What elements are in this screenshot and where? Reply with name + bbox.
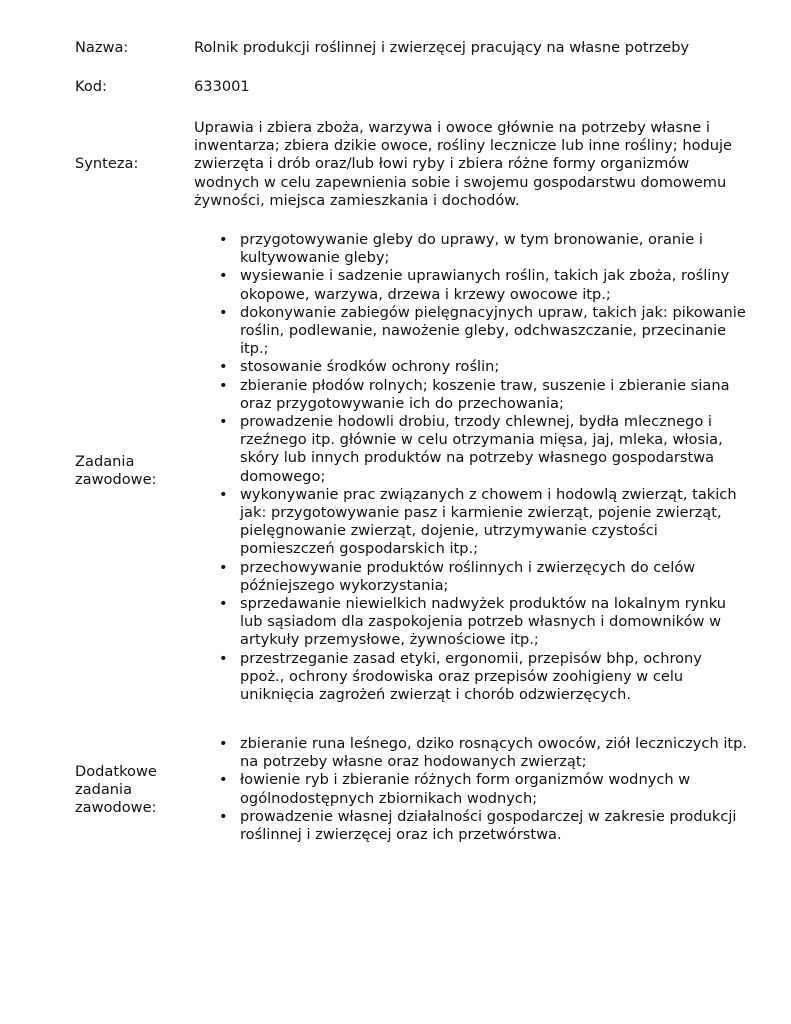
zadania-item-text: stosowanie środków ochrony roślin; — [240, 358, 500, 376]
dodatkowe-list — [0, 735, 750, 844]
bullet-icon: • — [219, 376, 228, 394]
zadania-item-text: sprzedawanie niewielkich nadwyżek produktów na lokalnym rynku lub sąsiadom dla zaspokojenia potrzeb własnych i domowników w artykuły przemysłowe, żywnościowe itp.; — [240, 595, 726, 649]
synteza-label: Synteza: — [75, 155, 139, 172]
bullet-icon: • — [219, 303, 228, 321]
zadania-item-text: dokonywanie zabiegów pielęgnacyjnych upraw, takich jak: pikowanie roślin, podlewanie, nawożenie gleby, odchwaszczanie, przecinanie itp.; — [240, 303, 746, 358]
kod-label: Kod: — [75, 78, 107, 95]
zadania-label: Zadania zawodowe: — [75, 453, 157, 489]
dodatkowe-item-text: zbieranie runa leśnego, dziko rosnących owoców, ziół leczniczych itp. na potrzeby własne oraz hodowanych zwierząt; — [240, 735, 748, 771]
zadania-item — [0, 486, 750, 559]
bullet-icon: • — [219, 595, 228, 613]
zadania-item — [0, 559, 750, 595]
zadania-item-text: przestrzeganie zasad etyki, ergonomii, przepisów bhp, ochrony ppoż., ochrony środowiska oraz przepisów zoohigieny w celu uniknięcia zagrożeń zwierząt i chorób odzwierzęcych. — [240, 649, 702, 704]
zadania-item-text: prowadzenie hodowli drobiu, trzody chlewnej, bydła mlecznego i rzeźnego itp. głównie w celu otrzymania mięsa, jaj, mleka, włosia, skóry lub innych produktów na potrzeby własnego gospodarstwa domowego; — [240, 413, 723, 485]
zadania-item — [0, 595, 750, 650]
dodatkowe-item-text: łowienie ryb i zbieranie różnych form organizmów wodnych w ogólnodostępnych zbiornikach wodnych; — [240, 771, 691, 807]
bullet-icon: • — [219, 358, 228, 376]
bullet-icon: • — [219, 649, 228, 667]
zadania-item — [0, 377, 750, 413]
dodatkowe-item — [0, 735, 750, 771]
zadania-item-text: przygotowywanie gleby do uprawy, w tym bronowanie, oranie i kultywowanie gleby; — [240, 231, 703, 267]
dodatkowe-label: Dodatkowe zadania zawodowe: — [75, 763, 157, 817]
bullet-icon: • — [219, 485, 228, 503]
zadania-item — [0, 304, 750, 359]
bullet-icon: • — [219, 735, 228, 752]
zadania-list — [0, 231, 750, 704]
zadania-item-text: wykonywanie prac związanych z chowem i hodowlą zwierząt, takich jak: przygotowywanie pasz i karmienie zwierząt, pojenie zwierząt, pielęgnowanie zwierząt, dojenie, utrzymywanie czystości pomieszczeń gospodarskich itp.; — [240, 485, 737, 558]
nazwa-label: Nazwa: — [75, 39, 129, 56]
zadania-item-text: przechowywanie produktów roślinnych i zwierzęcych do celów późniejszego wykorzystania; — [240, 558, 696, 594]
dodatkowe-item — [0, 771, 750, 807]
bullet-icon: • — [219, 413, 228, 431]
dodatkowe-item-text: prowadzenie własnej działalności gospodarczej w zakresie produkcji roślinnej i zwierzęcej oraz ich przetwórstwa. — [240, 807, 737, 844]
zadania-item — [0, 650, 750, 705]
kod-value: 633001 — [194, 78, 250, 95]
zadania-item — [0, 358, 750, 376]
nazwa-value: Rolnik produkcji roślinnej i zwierzęcej pracujący na własne potrzeby — [194, 39, 690, 56]
zadania-item-text: zbieranie płodów rolnych; koszenie traw, suszenie i zbieranie siana oraz przygotowywanie ich do przechowania; — [240, 376, 730, 412]
dodatkowe-item — [0, 808, 750, 844]
synteza-value: Uprawia i zbiera zboża, warzywa i owoce głównie na potrzeby własne i inwentarza; zbiera dzikie owoce, rośliny lecznicze lub inne rośliny; hoduje zwierzęta i drób oraz/lub łowi ryby i zbiera różne formy organizmów wodnych w celu zapewnienia sobie i swojemu gospodarstwu domowemu żywności, miejsca zamieszkania i dochodów. — [194, 119, 733, 209]
zadania-item — [0, 413, 750, 486]
bullet-icon: • — [219, 807, 228, 825]
zadania-item — [0, 231, 750, 267]
zadania-item-text: wysiewanie i sadzenie uprawianych roślin, takich jak zboża, rośliny okopowe, warzywa, drzewa i krzewy owocowe itp.; — [240, 267, 730, 303]
bullet-icon: • — [219, 267, 228, 285]
zadania-item — [0, 267, 750, 303]
bullet-icon: • — [219, 231, 228, 248]
bullet-icon: • — [219, 558, 228, 576]
bullet-icon: • — [219, 771, 228, 789]
